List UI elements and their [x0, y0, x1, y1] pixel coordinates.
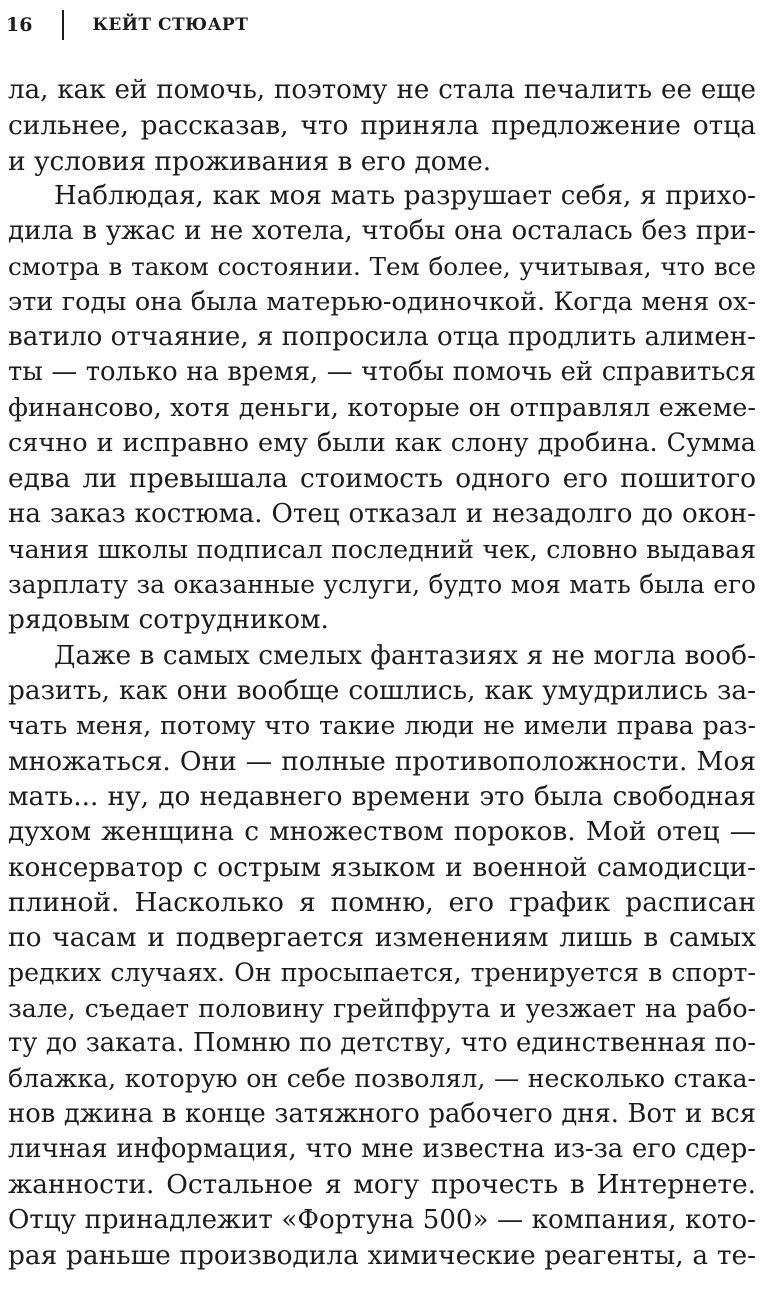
text-line: ту до заката. Помню по детству, что единственная по-: [8, 1028, 756, 1059]
text-line: ватило отчаяние, я попросила отца продлить алимен-: [8, 322, 757, 353]
text-line: личная информация, что мне известна из-за его сдер-: [8, 1133, 756, 1164]
text-line: мать... ну, до недавнего времени это была свободная: [8, 780, 756, 812]
text-line: блажка, которую он себе позволял, — несколько стака-: [8, 1064, 756, 1094]
text-line: на заказ костюма. Отец отказал и незадолго до окон-: [8, 498, 756, 529]
text-line: смотра в таком состоянии. Тем более, учитывая, что все: [8, 252, 756, 282]
body-text: [8, 73, 756, 1273]
header-divider: [62, 10, 64, 40]
text-line: по часам и подвергается изменениям лишь в самых: [8, 922, 756, 954]
text-line: нов джина в конце затяжного рабочего дня. Вот и вся: [8, 1098, 756, 1129]
text-line: консерватор с острым языком и военной самодисци-: [8, 851, 756, 883]
text-line: эти годы она была матерью-одиночкой. Когда меня ох-: [8, 286, 756, 317]
text-line: плиной. Насколько я помню, его график расписан: [8, 886, 756, 918]
text-line: дила в ужас и не хотела, чтобы она осталась без при-: [8, 216, 756, 247]
running-title: КЕЙТ СТЮАРТ: [92, 15, 249, 35]
text-line: Наблюдая, как моя мать разрушает себя, я прихо-: [54, 180, 756, 211]
page-number: 16: [6, 14, 33, 36]
text-line: духом женщина с множеством пороков. Мой отец —: [8, 816, 756, 848]
text-line: множаться. Они — полные противоположности. Моя: [8, 745, 756, 777]
text-line: ла, как ей помочь, поэтому не стала печалить ее еще: [8, 75, 756, 105]
text-line: рая раньше производила химические реагенты, а те-: [8, 1239, 756, 1271]
text-line: зарплату за оказанные услуги, будто моя мать была его: [8, 570, 756, 600]
text-line: редких случаях. Он просыпается, тренируется в спорт-: [8, 958, 756, 988]
text-line: Даже в самых смелых фантазиях я не могла вооб-: [54, 639, 756, 671]
text-line: ты — только на время, — чтобы помочь ей справиться: [8, 357, 756, 388]
text-line: рядовым сотрудником.: [8, 604, 329, 636]
text-line: зале, съедает половину грейпфрута и уезжает на рабо-: [8, 993, 756, 1023]
text-line: чания школы подписал последний чек, словно выдавая: [8, 534, 756, 564]
text-line: сячно и исправно ему были как слону дробина. Сумма: [8, 427, 756, 458]
text-line: жанности. Остальное я могу прочесть в Интернете.: [8, 1169, 756, 1201]
text-line: и условия проживания в его доме.: [8, 145, 492, 177]
text-line: сильнее, рассказав, что приняла предложение отца: [8, 110, 756, 142]
text-line: разить, как они вообще сошлись, как умудрились за-: [8, 675, 756, 707]
text-line: едва ли превышала стоимость одного его пошитого: [8, 463, 756, 495]
text-line: чать меня, потому что такие люди не имели права раз-: [8, 711, 756, 741]
text-line: Отцу принадлежит «Фортуна 500» — компания, кото-: [8, 1204, 756, 1235]
text-line: финансово, хотя деньги, которые он отправлял ежеме-: [8, 392, 756, 423]
page-header: [6, 8, 248, 42]
